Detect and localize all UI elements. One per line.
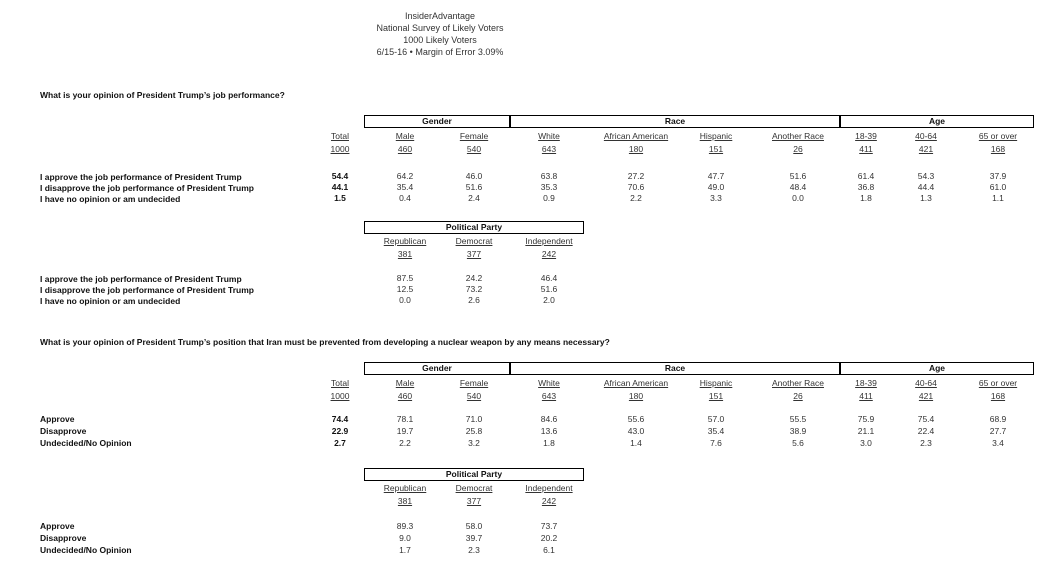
q2-group-age: Age	[840, 362, 1034, 375]
q1-cell: 54.4	[331, 171, 349, 181]
q1-cell: 2.4	[468, 193, 480, 203]
q2-column-header: Female	[459, 378, 489, 388]
q2-column-header: White	[538, 378, 560, 388]
q1-party-column-base-n: 242	[541, 249, 557, 259]
q2-column	[450, 377, 498, 449]
q1-column-base-n: 411	[859, 144, 873, 154]
q1-column	[591, 130, 681, 204]
q2-group-gender: Gender	[364, 362, 510, 375]
q2-column-base-n: 151	[708, 391, 724, 401]
q1-column-header: Another Race	[772, 131, 824, 141]
q2-cell: 35.4	[707, 426, 725, 436]
q2-column	[591, 377, 681, 449]
q1-column	[763, 130, 833, 204]
q2-cell: 1.4	[630, 438, 642, 448]
q2-column-base-n: 411	[859, 391, 873, 401]
q2-column-header: Hispanic	[699, 378, 733, 388]
q1-column	[385, 130, 425, 204]
q2-column-base-n: 460	[397, 391, 413, 401]
q1-column	[323, 130, 357, 204]
q2-column-header: Male	[395, 378, 415, 388]
q1-party-cell: 87.5	[396, 273, 414, 283]
q1-cell: 51.6	[465, 182, 483, 192]
q1-column	[693, 130, 739, 204]
q1-column-header: White	[538, 131, 560, 141]
q2-column-base-n: 421	[918, 391, 934, 401]
q1-group-age: Age	[840, 115, 1034, 128]
q1-party-cell: 24.2	[465, 273, 483, 283]
q1-party-cell: 2.0	[543, 295, 555, 305]
q2-column-header: 65 or over	[978, 378, 1018, 388]
q1-cell: 1.8	[860, 193, 872, 203]
q2-party-cell: 39.7	[465, 533, 483, 543]
q2-party-column-base-n: 377	[466, 496, 482, 506]
q2-party-column-base-n: 381	[397, 496, 413, 506]
q2-party-cell: 20.2	[540, 533, 558, 543]
q2-column-header: African American	[603, 378, 669, 388]
q1-column-base-n: 180	[628, 144, 644, 154]
q2-column-header: Total	[331, 378, 349, 388]
q2-column	[963, 377, 1033, 449]
q1-cell: 54.3	[917, 171, 935, 181]
q1-party-row-label: I have no opinion or am undecided	[40, 296, 181, 306]
q1-column-base-n: 151	[708, 144, 724, 154]
q2-party-cell: 1.7	[399, 545, 411, 555]
q2-column-header: 40-64	[915, 378, 937, 388]
q2-party-cell: 58.0	[465, 521, 483, 531]
q2-cell: 55.6	[627, 414, 645, 424]
q2-cell: 75.4	[917, 414, 935, 424]
q1-party-column-header: Republican	[383, 236, 427, 246]
q1-party-cell: 46.4	[540, 273, 558, 283]
q1-cell: 1.5	[334, 193, 346, 203]
q2-cell: 7.6	[710, 438, 722, 448]
q2-cell: 68.9	[989, 414, 1007, 424]
q1-cell: 44.1	[331, 182, 349, 192]
q1-column-header: Male	[395, 131, 415, 141]
q2-party-row-label: Disapprove	[40, 533, 87, 543]
q1-party-cell: 0.0	[399, 295, 411, 305]
q2-cell: 22.4	[917, 426, 935, 436]
q2-row-label: Approve	[40, 414, 75, 424]
q2-cell: 1.8	[543, 438, 555, 448]
q1-column-header: 40-64	[915, 131, 937, 141]
q1-party-cell: 73.2	[465, 284, 483, 294]
q1-party-column-base-n: 381	[397, 249, 413, 259]
q2-cell: 5.6	[792, 438, 804, 448]
q1-column-base-n: 421	[918, 144, 934, 154]
q1-cell: 61.4	[857, 171, 875, 181]
q2-cell: 78.1	[396, 414, 414, 424]
q2-cell: 55.5	[789, 414, 807, 424]
q1-column-base-n: 168	[990, 144, 1006, 154]
q2-party-cell: 89.3	[396, 521, 414, 531]
q2-party-cell: 2.3	[468, 545, 480, 555]
q1-column-header: 18-39	[855, 131, 877, 141]
q1-cell: 36.8	[857, 182, 875, 192]
q2-cell: 84.6	[540, 414, 558, 424]
q2-cell: 3.0	[860, 438, 872, 448]
q2-cell: 27.7	[989, 426, 1007, 436]
q2-column-base-n: 180	[628, 391, 644, 401]
q2-column-header: Another Race	[772, 378, 824, 388]
q1-column-header: Hispanic	[699, 131, 733, 141]
q2-party-column-header: Independent	[525, 483, 573, 493]
q1-cell: 46.0	[465, 171, 483, 181]
q2-party-column-header: Democrat	[455, 483, 493, 493]
q2-cell: 3.2	[468, 438, 480, 448]
q1-cell: 35.3	[540, 182, 558, 192]
q2-party-column	[446, 482, 502, 556]
q2-cell: 2.2	[399, 438, 411, 448]
q2-party-column	[375, 482, 435, 556]
q1-column	[529, 130, 569, 204]
q2-party-row-label: Undecided/No Opinion	[40, 545, 132, 555]
q1-row-label: I have no opinion or am undecided	[40, 194, 181, 204]
q2-party-column-header: Republican	[383, 483, 427, 493]
q2-party-group-party: Political Party	[364, 468, 584, 481]
q2-column	[529, 377, 569, 449]
report-subtitle: National Survey of Likely Voters	[376, 23, 504, 33]
q2-party-cell: 9.0	[399, 533, 411, 543]
q2-column-base-n: 168	[990, 391, 1006, 401]
q2-cell: 57.0	[707, 414, 725, 424]
q1-party-column	[375, 235, 435, 306]
q1-cell: 44.4	[917, 182, 935, 192]
q2-cell: 13.6	[540, 426, 558, 436]
question-1: What is your opinion of President Trump’s job performance?	[40, 90, 285, 100]
q1-cell: 27.2	[627, 171, 645, 181]
q1-cell: 0.4	[399, 193, 411, 203]
q2-cell: 3.4	[992, 438, 1004, 448]
q1-party-cell: 2.6	[468, 295, 480, 305]
q1-party-column-base-n: 377	[466, 249, 482, 259]
q1-party-column	[519, 235, 579, 306]
q1-cell: 0.9	[543, 193, 555, 203]
q2-column	[323, 377, 357, 449]
q2-column-base-n: 643	[541, 391, 557, 401]
q1-column-base-n: 1000	[330, 144, 350, 154]
q1-column	[450, 130, 498, 204]
q1-party-group-party: Political Party	[364, 221, 584, 234]
q2-column-base-n: 540	[466, 391, 482, 401]
q2-cell: 75.9	[857, 414, 875, 424]
q1-column-base-n: 460	[397, 144, 413, 154]
q2-cell: 43.0	[627, 426, 645, 436]
q1-column-header: 65 or over	[978, 131, 1018, 141]
q2-column	[846, 377, 886, 449]
q1-cell: 70.6	[627, 182, 645, 192]
q2-cell: 19.7	[396, 426, 414, 436]
q2-row-label: Disapprove	[40, 426, 87, 436]
q2-column	[385, 377, 425, 449]
q1-party-row-label: I approve the job performance of President Trump	[40, 274, 242, 284]
q1-column-header: Total	[331, 131, 349, 141]
q1-column-header: Female	[459, 131, 489, 141]
q2-cell: 74.4	[331, 414, 349, 424]
q1-cell: 1.1	[992, 193, 1004, 203]
q1-party-cell: 51.6	[540, 284, 558, 294]
q1-party-column-header: Independent	[525, 236, 573, 246]
q1-column-base-n: 540	[466, 144, 482, 154]
q1-party-cell: 12.5	[396, 284, 414, 294]
q1-cell: 47.7	[707, 171, 725, 181]
q1-cell: 3.3	[710, 193, 722, 203]
q2-column-header: 18-39	[855, 378, 877, 388]
q1-column-base-n: 643	[541, 144, 557, 154]
q1-cell: 1.3	[920, 193, 932, 203]
q1-party-column-header: Democrat	[455, 236, 493, 246]
q1-party-row-label: I disapprove the job performance of President Trump	[40, 285, 254, 295]
q1-cell: 37.9	[989, 171, 1007, 181]
q2-column-base-n: 1000	[330, 391, 350, 401]
q1-row-label: I disapprove the job performance of President Trump	[40, 183, 254, 193]
q1-cell: 2.2	[630, 193, 642, 203]
q1-group-gender: Gender	[364, 115, 510, 128]
q1-column	[906, 130, 946, 204]
q2-party-cell: 6.1	[543, 545, 555, 555]
question-2: What is your opinion of President Trump’s position that Iran must be prevented from developing a nuclear weapon by any means necessary?	[40, 337, 610, 347]
q1-cell: 51.6	[789, 171, 807, 181]
q2-cell: 2.7	[334, 438, 346, 448]
q2-column-base-n: 26	[793, 391, 803, 401]
q2-party-column-base-n: 242	[541, 496, 557, 506]
q2-cell: 21.1	[857, 426, 875, 436]
q2-party-row-label: Approve	[40, 521, 75, 531]
q1-group-race: Race	[510, 115, 840, 128]
q1-cell: 0.0	[792, 193, 804, 203]
q2-column	[906, 377, 946, 449]
q1-cell: 35.4	[396, 182, 414, 192]
report-title: InsiderAdvantage	[404, 11, 476, 21]
q2-party-column	[519, 482, 579, 556]
q2-cell: 38.9	[789, 426, 807, 436]
q1-column	[963, 130, 1033, 204]
q1-row-label: I approve the job performance of President Trump	[40, 172, 242, 182]
q1-party-column	[446, 235, 502, 306]
q2-column	[693, 377, 739, 449]
q1-cell: 63.8	[540, 171, 558, 181]
dates-margin-of-error: 6/15-16 • Margin of Error 3.09%	[376, 47, 504, 57]
q1-cell: 64.2	[396, 171, 414, 181]
q1-cell: 61.0	[989, 182, 1007, 192]
q1-cell: 48.4	[789, 182, 807, 192]
q1-column	[846, 130, 886, 204]
q1-column-header: African American	[603, 131, 669, 141]
q2-group-race: Race	[510, 362, 840, 375]
sample-size: 1000 Likely Voters	[403, 35, 477, 45]
q2-party-cell: 73.7	[540, 521, 558, 531]
q2-cell: 22.9	[331, 426, 349, 436]
q1-column-base-n: 26	[793, 144, 803, 154]
q1-cell: 49.0	[707, 182, 725, 192]
q2-cell: 2.3	[920, 438, 932, 448]
q2-row-label: Undecided/No Opinion	[40, 438, 132, 448]
q2-cell: 71.0	[465, 414, 483, 424]
q2-cell: 25.8	[465, 426, 483, 436]
q2-column	[763, 377, 833, 449]
